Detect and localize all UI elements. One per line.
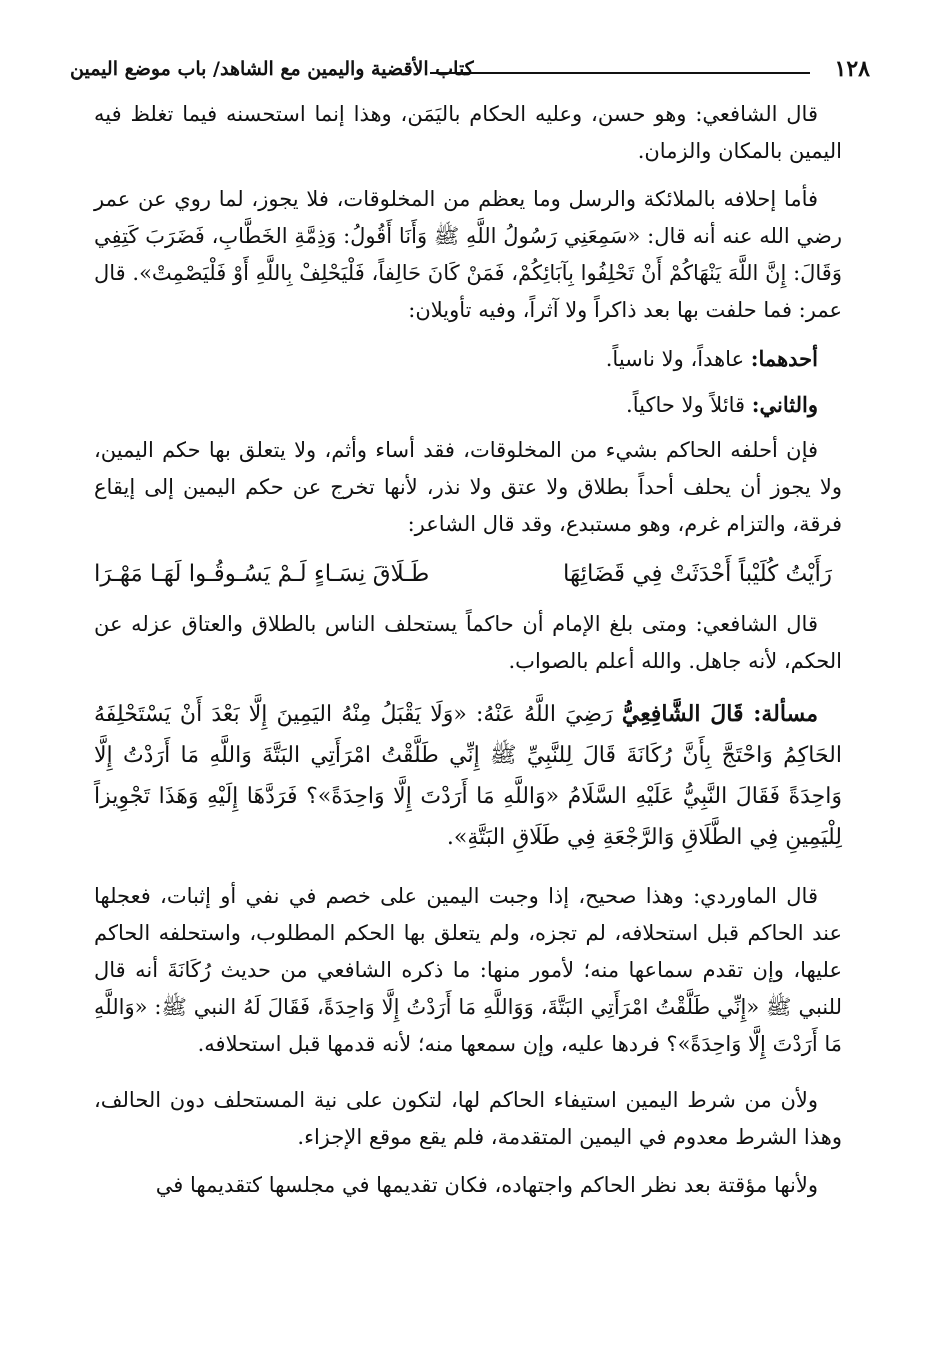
interpretation-two-text: قائلاً ولا حاكياً. [626, 393, 752, 417]
poem-verse [94, 554, 842, 594]
interpretation-one [94, 340, 842, 378]
paragraph-timing: ولأنها مؤقتة بعد نظر الحاكم واجتهاده، فكان تقديمها في مجلسها كتقديمها في [155, 1173, 818, 1197]
spacer [94, 1074, 842, 1082]
masala-text: رَضِيَ اللَّهُ عَنْهُ: «وَلَا يَقْبَلُ مِنْهُ اليَمِينَ إِلَّا بَعْدَ أَنْ يَسْتَحْلِفَهُ الحَاكِمُ وَاحْتَجَّ بِأَنَّ رُكَانَةَ قَالَ لِلنَّبِيِّ ﷺ إِنِّي طَلَّقْتُ امْرَأَتِي البَتَّةَ وَاللَّهِ مَا أَرَدْتُ إِلَّا وَاحِدَةً فَقَالَ النَّبِيُّ عَلَيْهِ السَّلَامُ «وَاللَّهِ مَا أَرَدْتَ إِلَّا وَاحِدَةً»؟ فَرَدَّهَا إِلَيْهِ وَهَذَا تَجْوِيزاً لِلْيَمِينِ فِي الطَّلَاقِ وَالرَّجْعَةِ فِي طَلَاقِ البَتَّةِ». [94, 702, 842, 850]
interpretation-one-text: عاهداً، ولا ناسياً. [605, 347, 751, 371]
paragraph-condition: ولأن من شرط اليمين استيفاء الحاكم لها، لتكون على نية المستحلف دون الحالف، وهذا الشرط معدوم في اليمين المتقدمة، فلم يقع موقع الإجزاء. [94, 1088, 842, 1149]
verse-second-hemistich: طَـلَاقَ نِسَـاءٍ لَـمْ يَسُـوقُـوا لَهَـا مَهْـرَا [94, 561, 430, 587]
verse-first-hemistich: رَأَيْتُ كُلَيْباً أَحْدَثَتْ فِي قَضَائِهَا [563, 561, 832, 587]
page-body [94, 96, 842, 1215]
paragraph-swearing-by-creation: فأما إحلافه بالملائكة والرسل وما يعظم من المخلوقات، فلا يجوز، لما روي عن عمر رضي الله عنه أنه قال: «سَمِعَنِي رَسُولُ اللَّهِ ﷺ وَأَنَا أَقُولُ: وَذِمَّةِ الخَطَّابِ، فَضَرَبَ كَتِفِي وَقَالَ: إِنَّ اللَّهَ يَنْهَاكُمْ أَنْ تَحْلِفُوا بِآبَائِكُمْ، فَمَنْ كَانَ حَالِفاً، فَلْيَحْلِفْ بِاللَّهِ أَوْ فَلْيَصْمِتْ». قال عمر: فما حلفت بها بعد ذاكراً ولا آثراً، وفيه تأويلان: [94, 187, 842, 322]
interpretation-two-label: والثاني: [751, 392, 818, 417]
running-title: كتاب الأقضية واليمين مع الشاهد/ باب موضع اليمين [70, 58, 474, 80]
interpretation-one-label: أحدهما: [750, 346, 818, 371]
paragraph-imam-dismissal: قال الشافعي: ومتى بلغ الإمام أن حاكماً يستحلف الناس بالطلاق والعتاق عزله عن الحكم، لأنه جاهل. والله أعلم بالصواب. [94, 612, 842, 673]
paragraph-shafii-hasan: قال الشافعي: وهو حسن، وعليه الحكام باليَمَن، وهذا إنما استحسنه فيما تغلظ فيه اليمين بالمكان والزمان. [94, 102, 842, 163]
masala-heading: مسألة: قَالَ الشَّافِعِيُّ [621, 701, 818, 727]
paragraph-judge-oath: فإن أحلفه الحاكم بشيء من المخلوقات، فقد أساء وأثم، ولا يتعلق بها حكم اليمين، ولا يجوز أن يحلف أحداً بطلاق ولا عتق ولا نذر، لأنها تخرج عن حكم اليمين إلى إيقاع فرقة، والتزام غرم، وهو مستبدع، وقد قال الشاعر: [94, 438, 842, 536]
header-rule [430, 72, 810, 74]
page-header [70, 56, 870, 96]
interpretation-two [94, 386, 842, 424]
paragraph-mawardi: قال الماوردي: وهذا صحيح، إذا وجبت اليمين على خصم في نفي أو إثبات، فعجلها عند الحاكم قبل استحلافه، لم تجزه، ولم يتعلق بها الحكم المطلوب، واستحلفه الحاكم عليها، وإن تقدم سماعها منه؛ لأمور منها: ما ذكره الشافعي من حديث رُكَانَةَ أنه قال للنبي ﷺ «إِنِّي طَلَّقْتُ امْرَأَتِي البَتَّةَ، وَوَاللَّهِ مَا أَرَدْتُ إِلَّا وَاحِدَةً، فَقَالَ لَهُ النبي ﷺ: «وَاللَّهِ مَا أَرَدْتَ إِلَّا وَاحِدَةً»؟ فردها عليه، وإن سمعها منه؛ لأنه قدمها قبل استحلافه. [94, 884, 842, 1056]
page-number: ١٢٨ [834, 56, 870, 82]
masala-section [94, 694, 842, 858]
